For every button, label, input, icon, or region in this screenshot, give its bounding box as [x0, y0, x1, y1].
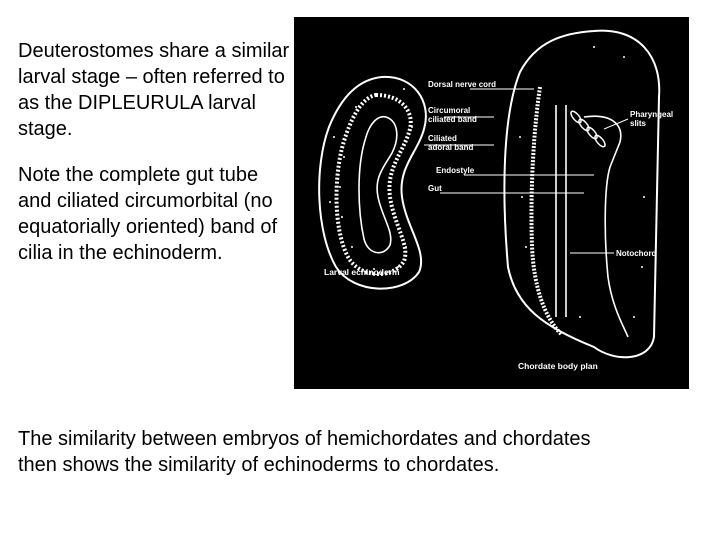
label-notochord: Notochord: [616, 249, 657, 258]
conclusion-text: [18, 426, 718, 478]
conclusion-line-2: then shows the similarity of echinoderms to chordates.: [18, 454, 500, 476]
intro-paragraph-2: Note the complete gut tube and ciliated circumorbital (no equatorially oriented) band of cilia in the echinoderm.: [18, 164, 278, 264]
caption-larval-echinoderm: Larval echinoderm: [324, 267, 400, 277]
label-gut: Gut: [428, 184, 442, 193]
intro-paragraph-1: Deuterostomes share a similar larval stage – often referred to as the DIPLEURULA larval stage.: [18, 40, 290, 140]
figure-background: [294, 17, 689, 389]
figure-drawing: [294, 17, 689, 389]
label-circumoral-line2: ciliated band: [428, 115, 477, 124]
label-dorsal-nerve-cord: Dorsal nerve cord: [428, 80, 497, 89]
deuterostome-larvae-figure: [294, 17, 689, 389]
label-pharyngeal-line1: Pharyngeal: [630, 110, 674, 119]
caption-chordate-body-plan: Chordate body plan: [518, 361, 598, 371]
label-circumoral-line1: Circumoral: [428, 106, 471, 115]
intro-text: [18, 38, 293, 286]
label-endostyle: Endostyle: [436, 166, 475, 175]
label-pharyngeal-line2: slits: [630, 119, 647, 128]
label-ciliated-line2: adoral band: [428, 143, 474, 152]
conclusion-line-1: The similarity between embryos of hemichordates and chordates: [18, 428, 591, 450]
label-ciliated-line1: Ciliated: [428, 134, 457, 143]
